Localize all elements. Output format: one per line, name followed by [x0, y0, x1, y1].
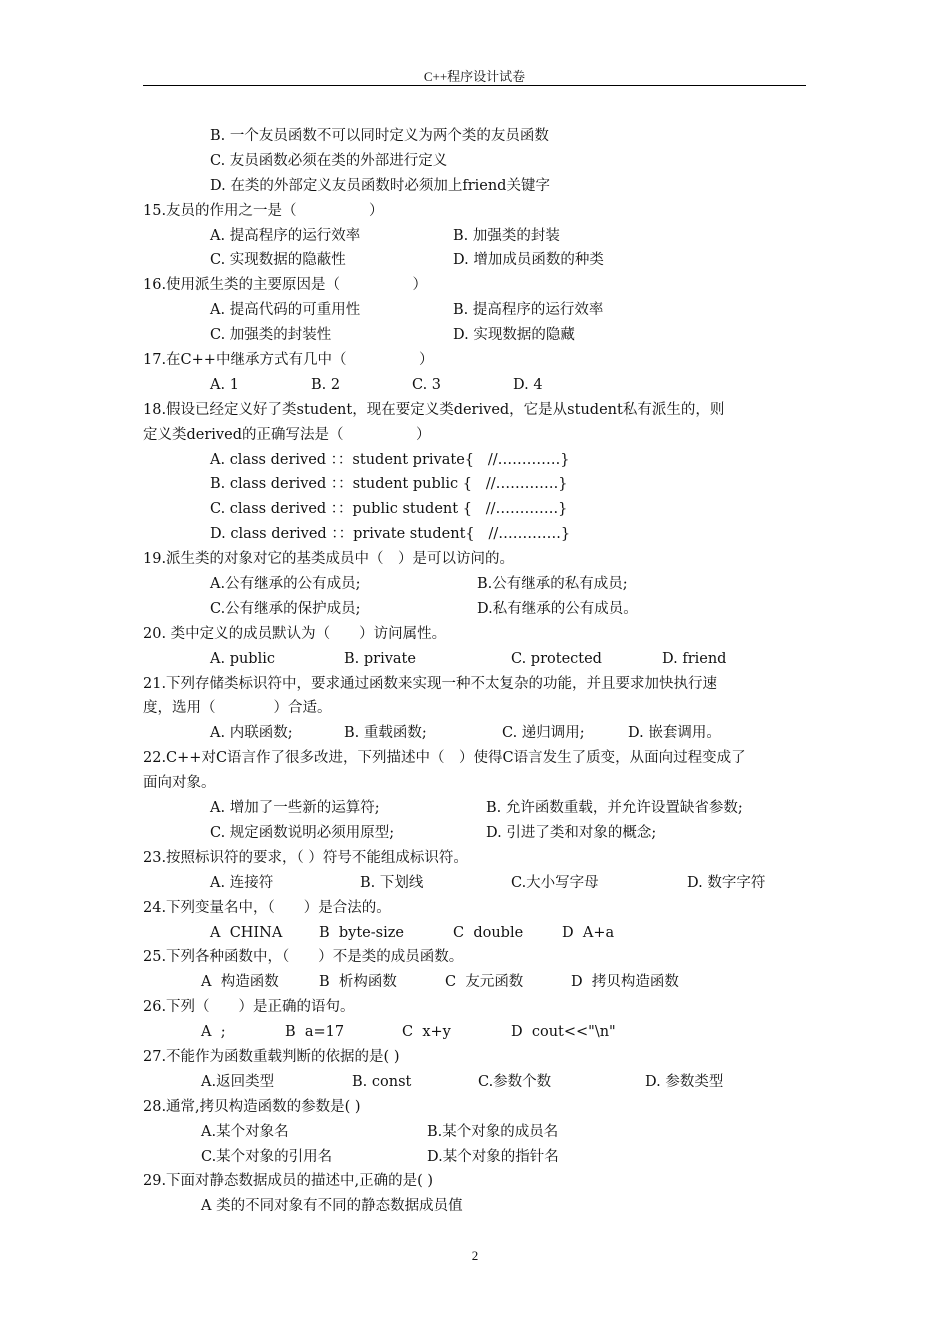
option-choice: B.某个对象的成员名	[427, 1123, 559, 1140]
question-line: 16.使用派生类的主要原因是（ ）	[143, 277, 428, 294]
option-line: C. class derived ：：public student { //………….}	[210, 501, 568, 518]
option-choice: D. 参数类型	[645, 1073, 724, 1090]
option-choice: C.公有继承的保护成员;	[210, 600, 361, 617]
option-line	[143, 224, 813, 249]
question-line: 29.下面对静态数据成员的描述中,正确的是( )	[143, 1173, 434, 1190]
question-line: 23.按照标识符的要求，（ ）符号不能组成标识符。	[143, 849, 468, 866]
question-line: 28.通常,拷贝构造函数的参数是( )	[143, 1098, 361, 1115]
question-line: 21.下列存储类标识符中，要求通过函数来实现一种不太复杂的功能，并且要求加快执行速	[143, 675, 718, 692]
option-line: D. class derived ：：private student{ //………….}	[210, 526, 571, 543]
option-choice: B. 加强类的封装	[453, 227, 560, 244]
option-line: A. class derived ：：student private{ //………….}	[210, 451, 570, 468]
question-line: 定义类derived的正确写法是（ ）	[143, 426, 431, 443]
question-line: 22.C++对C语言作了很多改进，下列描述中（ ）使得C语言发生了质变，从面向过程变成了	[143, 750, 746, 767]
option-line	[143, 248, 813, 273]
option-choice: A. 内联函数;	[210, 725, 293, 742]
option-line	[143, 970, 813, 995]
option-choice: D.私有继承的公有成员。	[477, 600, 638, 617]
option-choice: C.某个对象的引用名	[201, 1148, 333, 1165]
option-choice: D. friend	[662, 650, 727, 667]
question-line: 15.友员的作用之一是（ ）	[143, 202, 384, 219]
option-choice: B.公有继承的私有成员;	[477, 576, 628, 593]
option-choice: A.返回类型	[201, 1073, 275, 1090]
option-choice: D. 4	[513, 376, 543, 393]
option-choice: B. 下划线	[360, 874, 424, 891]
option-line	[143, 796, 813, 821]
option-line	[143, 921, 813, 946]
option-line	[143, 323, 813, 348]
question-line: 24.下列变量名中，（ ）是合法的。	[143, 899, 391, 916]
option-choice: D. 数字字符	[687, 874, 766, 891]
option-choice: B. 提高程序的运行效率	[453, 302, 604, 319]
option-line: B. 一个友员函数不可以同时定义为两个类的友员函数	[210, 128, 549, 144]
option-choice: C x+y	[402, 1024, 451, 1041]
option-line: A 类的不同对象有不同的静态数据成员值	[201, 1198, 463, 1215]
option-choice: D cout<<"\n"	[511, 1024, 616, 1041]
option-choice: D. 引进了类和对象的概念;	[486, 824, 657, 841]
option-choice: C.参数个数	[478, 1073, 552, 1090]
page-header-title: C++程序设计试卷	[423, 69, 526, 84]
option-choice: C. 规定函数说明必须用原型;	[210, 824, 395, 841]
option-choice: D. 实现数据的隐藏	[453, 327, 575, 344]
option-choice: A. 1	[210, 376, 239, 393]
option-line	[143, 821, 813, 846]
option-choice: C double	[453, 924, 524, 941]
option-line	[143, 597, 813, 622]
option-line	[143, 1020, 813, 1045]
option-choice: B. 允许函数重载，并允许设置缺省参数;	[486, 800, 743, 817]
option-line	[143, 1070, 813, 1095]
option-choice: A. 增加了一些新的运算符;	[210, 800, 380, 817]
question-line: 17.在C++中继承方式有几中（ ）	[143, 352, 434, 369]
option-choice: A.某个对象名	[201, 1123, 289, 1140]
question-line: 18.假设已经定义好了类student，现在要定义类derived，它是从student私有派生的，则	[143, 401, 725, 418]
option-line	[143, 572, 813, 597]
option-choice: A 构造函数	[201, 974, 279, 991]
option-choice: C.大小写字母	[511, 874, 599, 891]
option-choice: D A+a	[562, 924, 615, 941]
question-line: 19.派生类的对象对它的基类成员中（ ）是可以访问的。	[143, 551, 515, 568]
option-choice: C. 实现数据的隐蔽性	[210, 252, 346, 269]
option-choice: B. 2	[311, 376, 341, 393]
question-line: 27.不能作为函数重载判断的依据的是( )	[143, 1048, 400, 1065]
option-line: C. 友员函数必须在类的外部进行定义	[210, 152, 448, 169]
option-line: D. 在类的外部定义友员函数时必须加上friend关键字	[210, 177, 550, 194]
option-choice: B byte-size	[319, 924, 404, 941]
option-choice: A. 连接符	[210, 874, 274, 891]
option-line	[143, 373, 813, 398]
exam-content	[143, 124, 813, 1219]
option-choice: A ;	[201, 1024, 226, 1041]
option-choice: D. 嵌套调用。	[628, 725, 721, 742]
option-line	[143, 1120, 813, 1145]
option-line	[143, 721, 813, 746]
question-line: 26.下列（ ）是正确的语句。	[143, 999, 355, 1016]
option-line	[143, 647, 813, 672]
option-choice: A CHINA	[210, 924, 283, 941]
header-rule	[143, 85, 806, 86]
option-line	[143, 298, 813, 323]
question-line: 20. 类中定义的成员默认为（ ）访问属性。	[143, 625, 447, 642]
option-choice: B. 重载函数;	[344, 725, 427, 742]
option-choice: D.某个对象的指针名	[427, 1148, 559, 1165]
option-choice: B. const	[352, 1073, 412, 1090]
question-line: 面向对象。	[143, 775, 216, 792]
question-line: 25.下列各种函数中，（ ）不是类的成员函数。	[143, 949, 464, 966]
question-line: 度，选用（ ）合适。	[143, 700, 332, 717]
option-choice: D. 增加成员函数的种类	[453, 252, 604, 269]
option-choice: A. 提高程序的运行效率	[210, 227, 361, 244]
option-choice: B 析构函数	[319, 974, 397, 991]
option-choice: C. 3	[412, 376, 442, 393]
page-number: 2	[471, 1248, 479, 1263]
option-choice: A. public	[210, 650, 275, 667]
option-choice: C. 递归调用;	[502, 725, 585, 742]
option-choice: B. private	[344, 650, 416, 667]
option-choice: A. 提高代码的可重用性	[210, 302, 361, 319]
option-choice: B a=17	[285, 1024, 345, 1041]
option-choice: C 友元函数	[445, 974, 524, 991]
option-choice: D 拷贝构造函数	[571, 974, 679, 991]
option-line	[143, 1145, 813, 1170]
option-choice: C. protected	[511, 650, 602, 667]
option-line	[143, 871, 813, 896]
option-choice: A.公有继承的公有成员;	[210, 576, 361, 593]
option-choice: C. 加强类的封装性	[210, 327, 332, 344]
option-line: B. class derived ：：student public { //………….}	[210, 476, 568, 493]
